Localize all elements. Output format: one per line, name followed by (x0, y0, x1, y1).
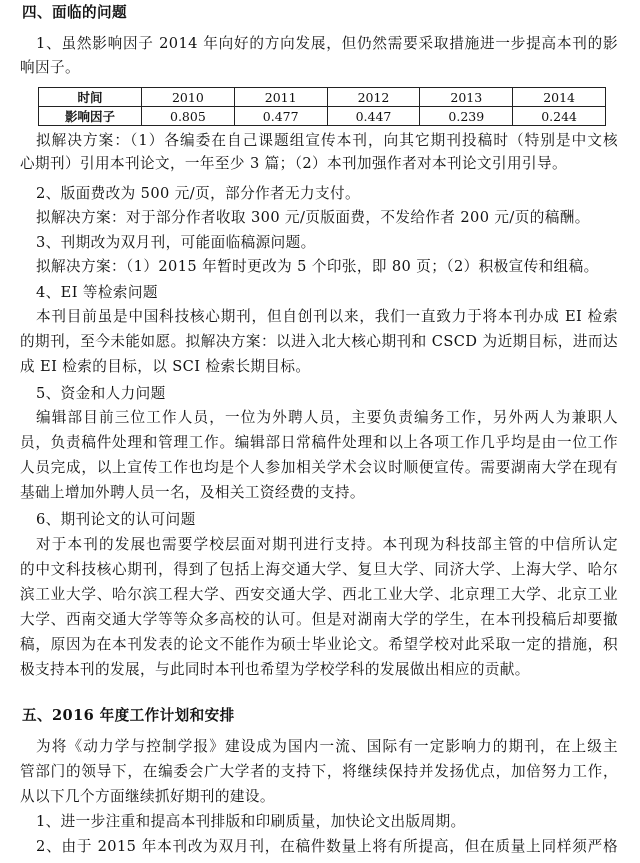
table-header-cell: 2013 (420, 88, 513, 107)
table-cell: 0.477 (234, 107, 327, 126)
paragraph-line: 2、版面费改为 500 元/页，部分作者无力支付。 (36, 185, 361, 202)
table-header-cell: 2011 (234, 88, 327, 107)
paragraph-line: 6、期刊论文的认可问题 (36, 511, 196, 528)
paragraph-line: 3、刊期改为双月刊，可能面临稿源问题。 (36, 234, 316, 251)
paragraph-line: 对于本刊的发展也需要学校层面对期刊进行支持。本刊现为科技部主管的中信所认定 (36, 536, 618, 553)
paragraph-line: 5、资金和人力问题 (36, 385, 166, 402)
table-cell: 0.805 (142, 107, 235, 126)
section-4-heading: 四、面临的问题 (22, 4, 127, 21)
table-cell: 0.239 (420, 107, 513, 126)
table-cell: 0.244 (513, 107, 606, 126)
paragraph-line: 拟解决方案：对于部分作者收取 300 元/页版面费，不发给作者 200 元/页的稿酬。 (36, 209, 590, 226)
paragraph-line: 滨工业大学、哈尔滨工程大学、西安交通大学、西北工业大学、北京理工大学、北京工业 (20, 586, 618, 603)
paragraph-line: 极支持本刊的发展，与此同时本刊也希望为学校学科的发展做出相应的贡献。 (20, 661, 530, 678)
table-cell: 0.447 (327, 107, 420, 126)
paragraph-line: 4、EI 等检索问题 (36, 284, 158, 301)
paragraph-line: 员，负责稿件处理和管理工作。编辑部日常稿件处理和以上各项工作几乎均是由一位工作 (20, 434, 618, 451)
paragraph-line: 的期刊，至今未能如愿。拟解决方案：以进入北大核心期刊和 CSCD 为近期目标，进而达 (20, 333, 618, 350)
paragraph-line: 从以下几个方面继续抓好期刊的建设。 (20, 788, 275, 805)
paragraph-line: 大学、西南交通大学等等众多高校的认可。但是对湖南大学的学生，在本刊投稿后却要撤 (20, 611, 618, 628)
table-row (39, 107, 606, 126)
paragraph-line: 成 EI 检索的目标，以 SCI 检索长期目标。 (20, 358, 311, 375)
table-header-cell: 时间 (39, 88, 142, 107)
paragraph-line: 的中文科技核心期刊，得到了包括上海交通大学、复旦大学、同济大学、上海大学、哈尔 (20, 561, 618, 578)
table-row-label: 影响因子 (39, 107, 142, 126)
section-5-heading: 五、2016 年度工作计划和安排 (22, 707, 235, 724)
table-header-row (39, 88, 606, 107)
paragraph-line: 稿，原因为在本刊发表的论文不能作为硕士毕业论文。希望学校对此采取一定的措施，积 (20, 636, 618, 653)
paragraph-line: 响因子。 (20, 59, 80, 76)
paragraph-line: 为将《动力学与控制学报》建设成为国内一流、国际有一定影响力的期刊，在上级主 (36, 738, 618, 755)
paragraph-line: 拟解决方案：（1）各编委在自己课题组宣传本刊，向其它期刊投稿时（特别是中文核 (36, 132, 618, 149)
paragraph-line: 拟解决方案：（1）2015 年暂时更改为 5 个印张，即 80 页；（2）积极宣传和组稿。 (36, 258, 599, 275)
table-header-cell: 2010 (142, 88, 235, 107)
paragraph-line: 1、虽然影响因子 2014 年向好的方向发展，但仍然需要采取措施进一步提高本刊的影 (36, 35, 618, 52)
paragraph-line: 本刊目前虽是中国科技核心期刊，但自创刊以来，我们一直致力于将本刊办成 EI 检索 (36, 308, 618, 325)
paragraph-line: 2、由于 2015 年本刊改为双月刊，在稿件数量上将有所提高，但在质量上同样须严格 (36, 838, 618, 855)
paragraph-line: 编辑部目前三位工作人员，一位为外聘人员，主要负责编务工作，另外两人为兼职人 (36, 409, 618, 426)
paragraph-line: 1、进一步注重和提高本刊排版和印刷质量，加快论文出版周期。 (36, 813, 466, 830)
table-header-cell: 2014 (513, 88, 606, 107)
paragraph-line: 心期刊）引用本刊论文，一年至少 3 篇；（2）本刊加强作者对本刊论文引用引导。 (20, 155, 567, 172)
paragraph-line: 管部门的领导下，在编委会广大学者的支持下，将继续保持并发扬优点，加倍努力工作， (20, 763, 618, 780)
impact-factor-table (38, 87, 606, 126)
paragraph-line: 基础上增加外聘人员一名，及相关工资经费的支持。 (20, 484, 365, 501)
table-header-cell: 2012 (327, 88, 420, 107)
paragraph-line: 人员完成，以上宣传工作也均是个人参加相关学术会议时顺便宣传。需要湖南大学在现有 (20, 459, 618, 476)
